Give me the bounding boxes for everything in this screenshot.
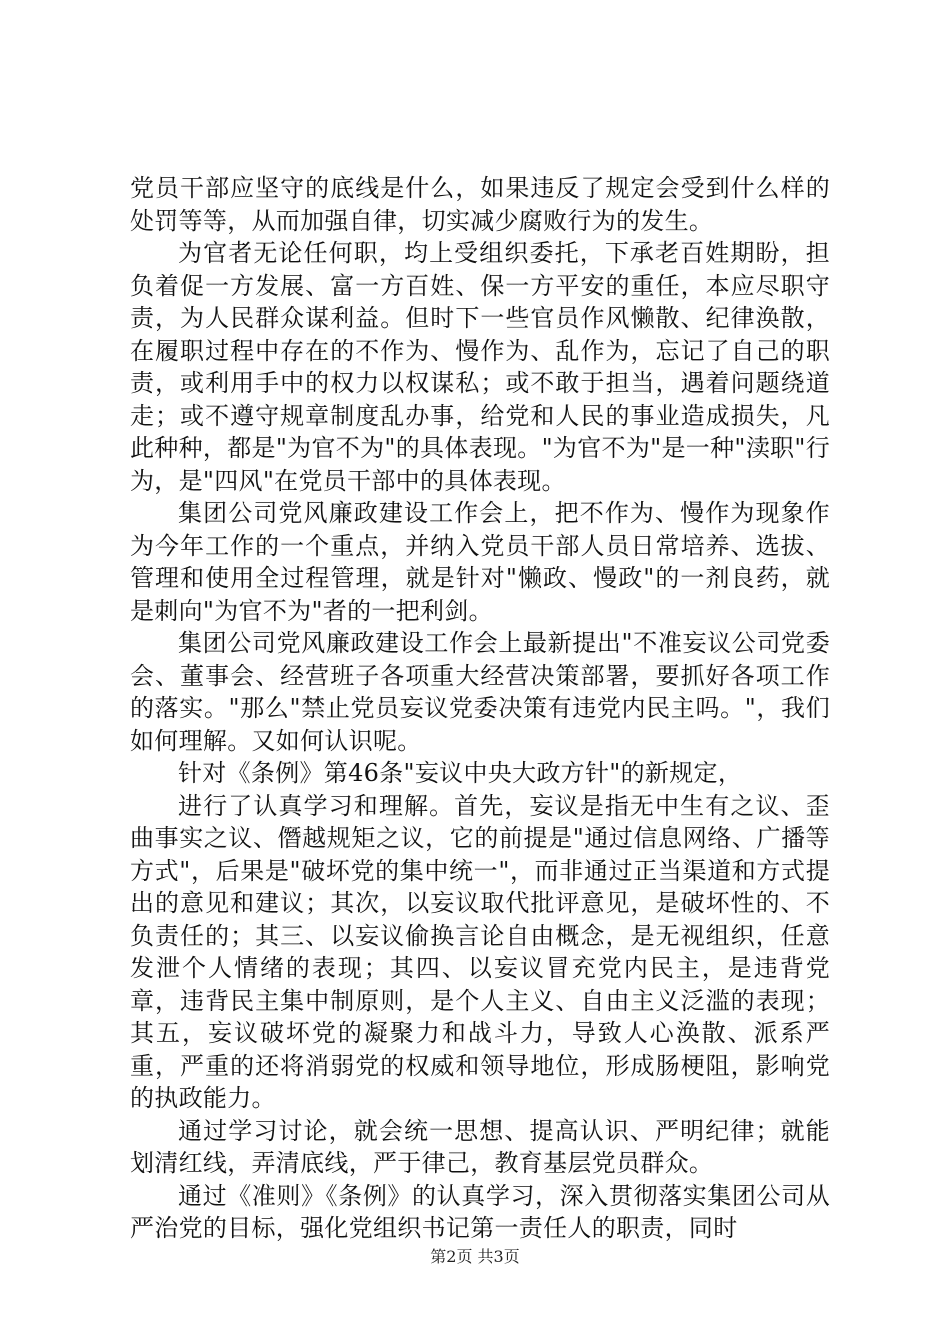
paragraph-6: 进行了认真学习和理解。首先，妄议是指无中生有之议、歪曲事实之议、僭越规矩之议，它的前提是"通过信息网络、广播等方式"，后果是"破坏党的集中统一"，而非通过正当渠道和方式提出的意见和建议；其次，以妄议取代批评意见，是破坏性的、不负责任的；其三、以妄议偷换言论自由概念，是无视组织，任意发泄个人情绪的表现；其四、以妄议冒充党内民主，是违背党章，违背民主集中制原则，是个人主义、自由主义泛滥的表现；其五，妄议破坏党的凝聚力和战斗力，导致人心涣散、派系严重，严重的还将消弱党的权威和领导地位，形成肠梗阻，影响党的执政能力。 bbox=[130, 791, 830, 1112]
paragraph-1: 党员干部应坚守的底线是什么，如果违反了规定会受到什么样的处罚等等，从而加强自律，切实减少腐败行为的发生。 bbox=[130, 174, 830, 235]
paragraph-2: 为官者无论任何职，均上受组织委托，下承老百姓期盼，担负着促一方发展、富一方百姓、保一方平安的重任，本应尽职守责，为人民群众谋利益。但时下一些官员作风懒散、纪律涣散，在履职过程中存在的不作为、慢作为、乱作为，忘记了自己的职责，或利用手中的权力以权谋私；或不敢于担当，遇着问题绕道走；或不遵守规章制度乱办事，给党和人民的事业造成损失，凡此种种，都是"为官不为"的具体表现。"为官不为"是一种"渎职"行为，是"四风"在党员干部中的具体表现。 bbox=[130, 239, 830, 495]
paragraph-3: 集团公司党风廉政建设工作会上，把不作为、慢作为现象作为今年工作的一个重点，并纳入党员干部人员日常培养、选拔、管理和使用全过程管理，就是针对"懒政、慢政"的一剂良药，就是刺向"为官不为"者的一把利剑。 bbox=[130, 499, 830, 625]
paragraph-5: 针对《条例》第46条"妄议中央大政方针"的新规定， bbox=[178, 759, 743, 787]
document-body bbox=[130, 172, 830, 1245]
paragraph-4: 集团公司党风廉政建设工作会上最新提出"不准妄议公司党委会、董事会、经营班子各项重大经营决策部署，要抓好各项工作的落实。"那么"禁止党员妄议党委决策有违党内民主吗。"，我们如何理解。又如何认识呢。 bbox=[130, 629, 830, 755]
paragraph-7: 通过学习讨论，就会统一思想、提高认识、严明纪律；就能划清红线，弄清底线，严于律己，教育基层党员群众。 bbox=[130, 1116, 830, 1177]
page-number-footer: 第2页 共3页 bbox=[430, 1247, 520, 1266]
paragraph-8: 通过《准则》《条例》的认真学习，深入贯彻落实集团公司从严治党的目标，强化党组织书记第一责任人的职责，同时 bbox=[130, 1181, 830, 1242]
